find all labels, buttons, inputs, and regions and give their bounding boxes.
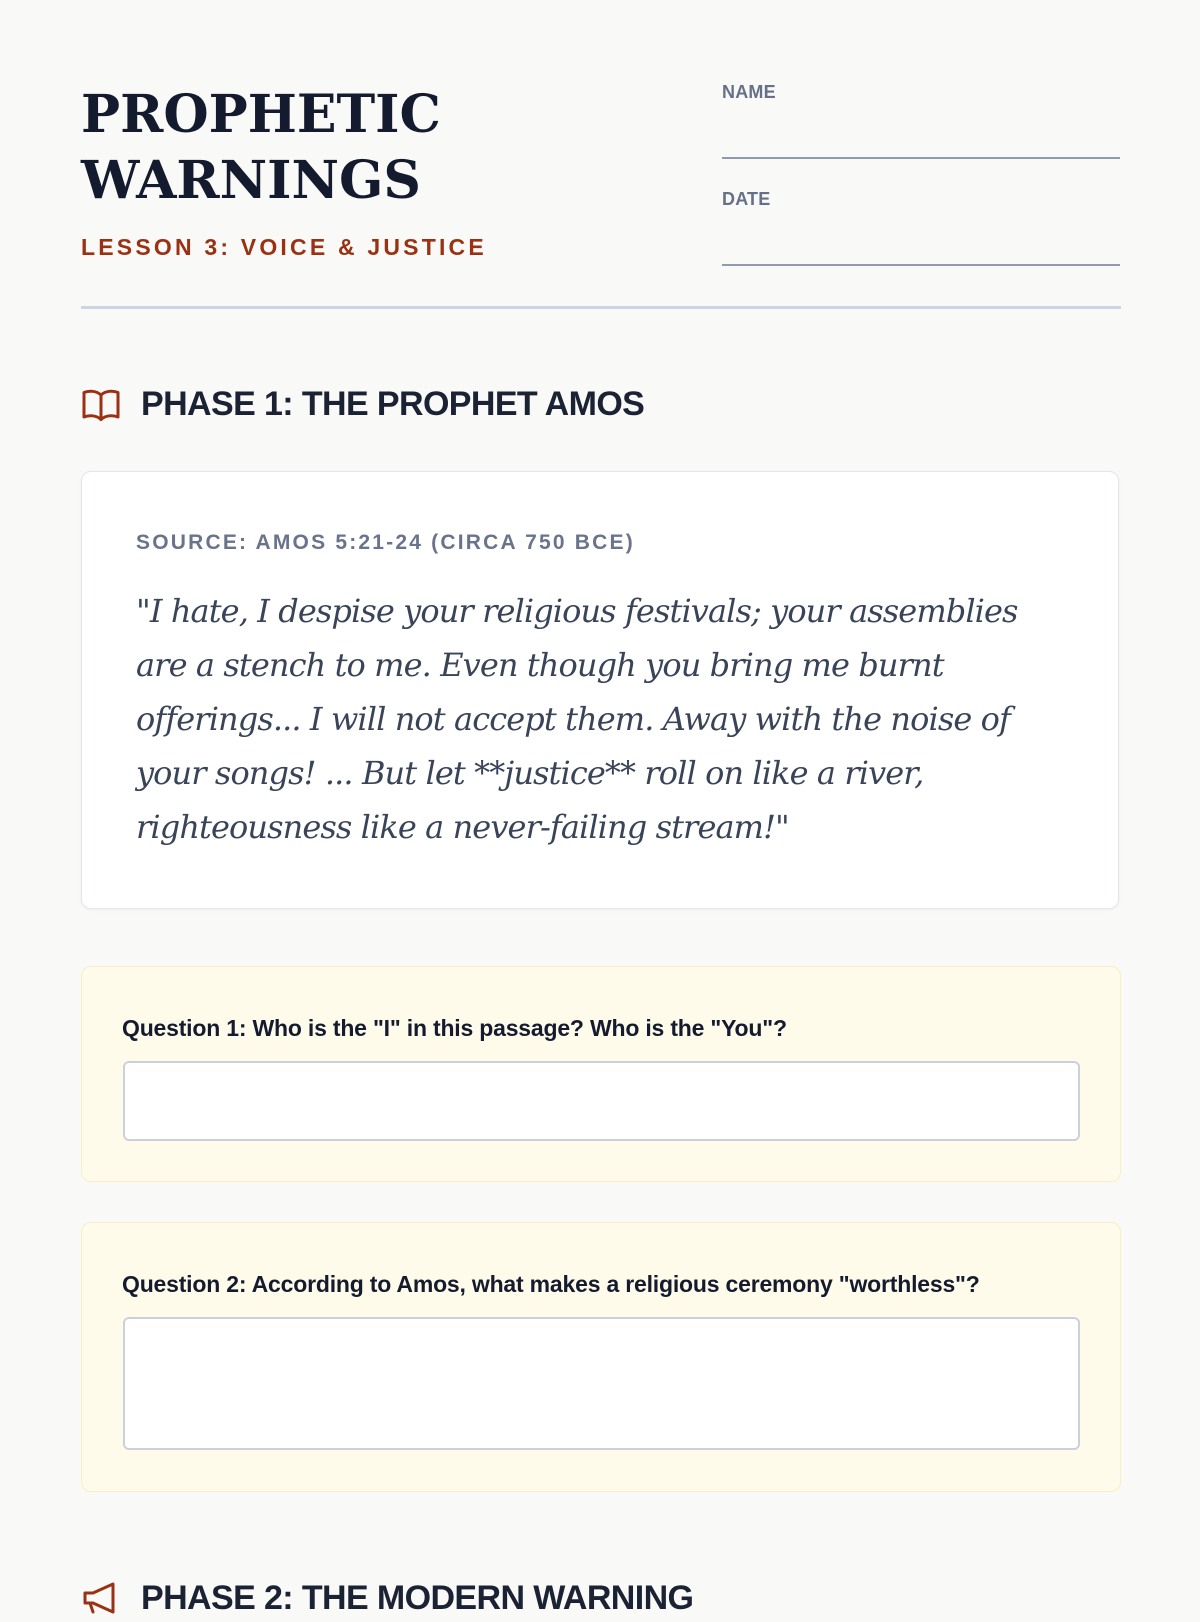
question-card-2 <box>81 1222 1121 1492</box>
phase-1-heading <box>81 382 644 426</box>
date-input[interactable] <box>722 264 1120 266</box>
header-divider <box>81 306 1121 309</box>
open-book-icon <box>81 384 121 424</box>
phase-1-title: PHASE 1: THE PROPHET AMOS <box>141 384 645 423</box>
question-1-text: Question 1: Who is the "I" in this passage? Who is the "You"? <box>122 1015 787 1041</box>
scripture-quote: "I hate, I despise your religious festivals; your assemblies are a stench to me. Even though you bring me burnt offerings... I will not accept them. Away with the noise of your songs! ... But let **justice** roll on like a river, righteousness like a never-failing stream!" <box>136 592 1018 846</box>
name-field <box>722 82 1120 103</box>
source-card <box>81 471 1119 909</box>
question-1-answer[interactable] <box>123 1061 1080 1141</box>
name-label: NAME <box>722 82 776 102</box>
worksheet-header <box>81 0 1121 310</box>
source-citation: SOURCE: AMOS 5:21-24 (CIRCA 750 BCE) <box>136 531 635 554</box>
question-2-text: Question 2: According to Amos, what makes a religious ceremony "worthless"? <box>122 1271 980 1297</box>
phase-2-title: PHASE 2: THE MODERN WARNING <box>141 1578 694 1617</box>
megaphone-icon <box>81 1578 121 1618</box>
phase-2-heading <box>81 1576 693 1620</box>
date-label: DATE <box>722 189 771 209</box>
question-2-answer[interactable] <box>123 1317 1080 1450</box>
date-field <box>722 189 1120 210</box>
lesson-subtitle: LESSON 3: VOICE & JUSTICE <box>81 234 487 260</box>
question-card-1 <box>81 966 1121 1182</box>
page-title: PROPHETIC WARNINGS <box>81 84 441 211</box>
name-input[interactable] <box>722 157 1120 159</box>
